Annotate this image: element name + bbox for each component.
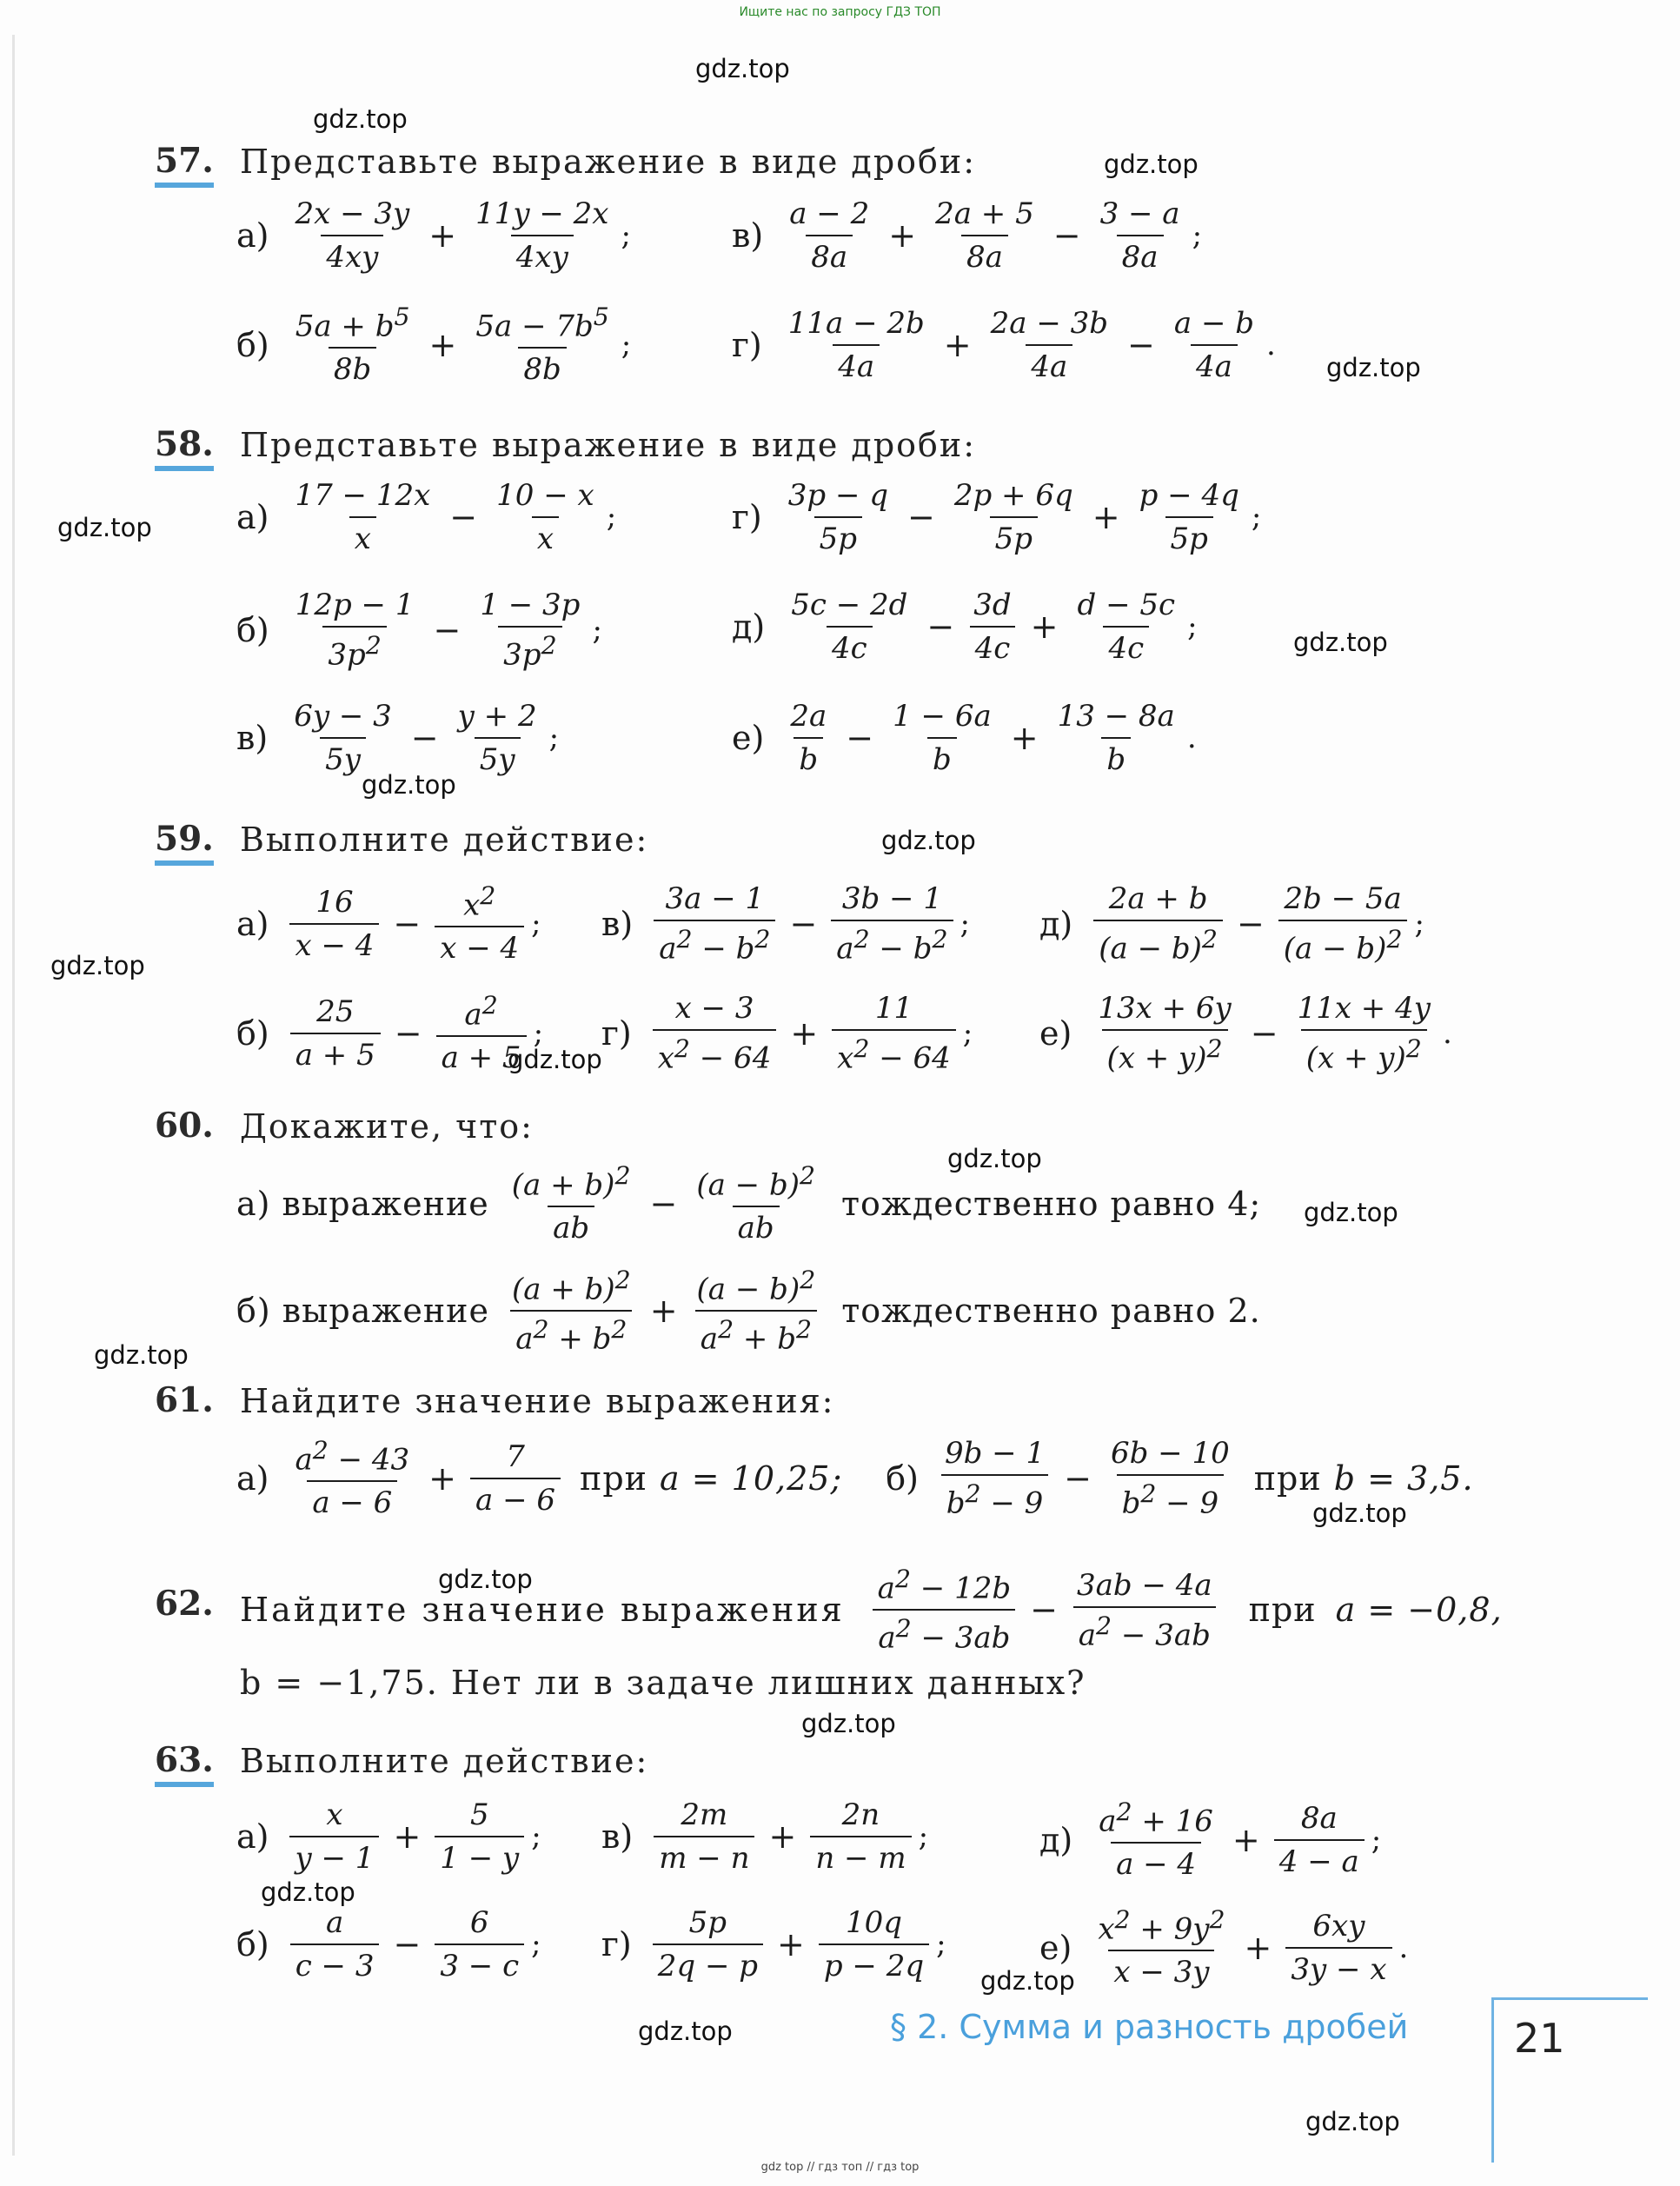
problem-number: 59. [155,819,214,859]
watermark: gdz.top [801,1709,896,1738]
expression-g: г) $\frac{x - 3}{x^2 - 64}$ + $\frac{11}{x^2 - 64}$ ; [601,991,973,1076]
watermark: gdz.top [947,1144,1042,1173]
watermark: gdz.top [57,513,152,542]
proof-a: а) выражение $\frac{(a + b)^2}{ab}$ − $\frac{(a - b)^2}{ab}$ тождественно равно 4; [236,1161,1262,1246]
expression-d: д) $\frac{2a + b}{(a - b)^2}$ − $\frac{2b - 5a}{(a - b)^2}$ ; [1039,881,1424,967]
expression-a: а) $\frac{16}{x - 4}$ − $\frac{x^2}{x - 4}$ ; [236,881,541,967]
section-title: § 2. Сумма и разность дробей [890,2008,1409,2046]
footer-divider [1491,1997,1648,2000]
problem-number: 57. [155,141,214,181]
watermark: gdz.top [695,54,790,83]
problem-number: 63. [155,1740,214,1780]
watermark: gdz.top [94,1340,189,1370]
expression-e: е) $\frac{2a}{b}$ − $\frac{1 - 6a}{b}$ + $\frac{13 - 8a}{b}$ . [732,699,1197,777]
watermark: gdz.top [1104,149,1199,179]
expression-a: а) $\frac{17 - 12x}{x}$ − $\frac{10 - x}{x}$ ; [236,478,617,556]
problem-title: Докажите, что: [240,1107,534,1146]
watermark: gdz.top [508,1045,602,1074]
proof-b: б) выражение $\frac{(a + b)^2}{a^2 + b^2}$ + $\frac{(a - b)^2}{a^2 + b^2}$ тождественно равно 2. [236,1266,1261,1357]
watermark: gdz.top [362,770,456,800]
problem-number: 60. [155,1106,214,1146]
expression-v: в) $\frac{3a - 1}{a^2 - b^2}$ − $\frac{3b - 1}{a^2 - b^2}$ ; [601,881,970,967]
expression-v: в) $\frac{a - 2}{8a}$ + $\frac{2a + 5}{8a}$ − $\frac{3 - a}{8a}$ ; [732,196,1203,275]
expression-a: а) $\frac{x}{y - 1}$ + $\frac{5}{1 - y}$ ; [236,1797,541,1876]
problem-title: Выполните действие: [240,821,649,859]
problem-number: 58. [155,424,214,464]
footer-divider [1491,1997,1494,2163]
watermark: gdz.top [1305,2107,1400,2136]
watermark: gdz.top [261,1877,355,1907]
watermark: gdz.top [881,826,976,855]
expression-b: б) $\frac{25}{a + 5}$ − $\frac{a^2}{a + 5}$ ; [236,991,544,1076]
problem-title: Представьте выражение в виде дроби: [240,143,977,181]
watermark: gdz.top [438,1565,533,1594]
expression-e: е) $\frac{13x + 6y}{(x + y)^2}$ − $\frac{11x + 4y}{(x + y)^2}$ . [1039,991,1452,1076]
problem-title: Найдите значение выражения: [240,1382,835,1420]
expression-a: а) $\frac{2x - 3y}{4xy}$ + $\frac{11y - 2x}{4xy}$ ; [236,196,631,275]
expression-v: в) $\frac{2m}{m - n}$ + $\frac{2n}{n - m}$ ; [601,1797,929,1876]
evaluate-a: а) $\frac{a^2 - 43}{a - 6}$ + $\frac{7}{a - 6}$ при a = 10,25; б) $\frac{9b - 1}{b^2 - 9}$ − $\frac{6b - 10}{b^2 - 9}$ при b = 3,5. [236,1436,1474,1521]
problem-number: 61. [155,1380,214,1420]
problem-line: b = −1,75. Нет ли в задаче лишних данных? [240,1664,1086,1702]
expression-b: б) $\frac{12p - 1}{3p^2}$ − $\frac{1 - 3p}{3p^2}$ ; [236,588,602,673]
watermark: gdz.top [1312,1498,1407,1528]
expression-v: в) $\frac{6y - 3}{5y}$ − $\frac{y + 2}{5y}$ ; [236,699,560,777]
expression-b: б) $\frac{a}{c - 3}$ − $\frac{6}{3 - c}$ ; [236,1905,541,1983]
expression-g: г) $\frac{3p - q}{5p}$ − $\frac{2p + 6q}{5p}$ + $\frac{p - 4q}{5p}$ ; [732,478,1262,556]
expression-d: д) $\frac{a^2 + 16}{a - 4}$ + $\frac{8a}{4 - a}$ ; [1039,1797,1382,1883]
watermark: gdz.top [1304,1198,1398,1227]
watermark: gdz.top [313,104,408,134]
watermark: gdz.top [1326,353,1421,382]
watermark: gdz.top [1293,628,1388,657]
problem-title: Представьте выражение в виде дроби: [240,426,977,464]
watermark: gdz.top [50,951,145,980]
expression-g: г) $\frac{11a - 2b}{4a}$ + $\frac{2a - 3b}{4a}$ − $\frac{a - b}{4a}$ . [732,306,1276,384]
watermark: gdz.top [638,2017,733,2046]
top-note: Ищите нас по запросу ГДЗ ТОП [739,5,941,19]
expression-b: б) $\frac{5a + b^5}{8b}$ + $\frac{5a - 7b^5}{8b}$ ; [236,302,632,388]
expression-g: г) $\frac{5p}{2q - p}$ + $\frac{10q}{p - 2q}$ ; [601,1905,946,1983]
problem-title: Выполните действие: [240,1742,649,1780]
watermark: gdz.top [980,1966,1075,1996]
expression-d: д) $\frac{5c - 2d}{4c}$ − $\frac{3d}{4c}$ + $\frac{d - 5c}{4c}$ ; [732,588,1198,666]
expression-e: е) $\frac{x^2 + 9y^2}{x - 3y}$ + $\frac{6xy}{3y - x}$ . [1039,1905,1409,1990]
evaluate-62: Найдите значение выражения $\frac{a^2 - 12b}{a^2 - 3ab}$ − $\frac{3ab - 4a}{a^2 - 3ab}$ при a = −0,8, [240,1565,1503,1656]
problem-number: 62. [155,1584,214,1624]
page-number: 21 [1514,2015,1565,2062]
bottom-note: gdz top // гдз топ // гдз top [760,2161,920,2174]
page-edge [12,35,15,2156]
